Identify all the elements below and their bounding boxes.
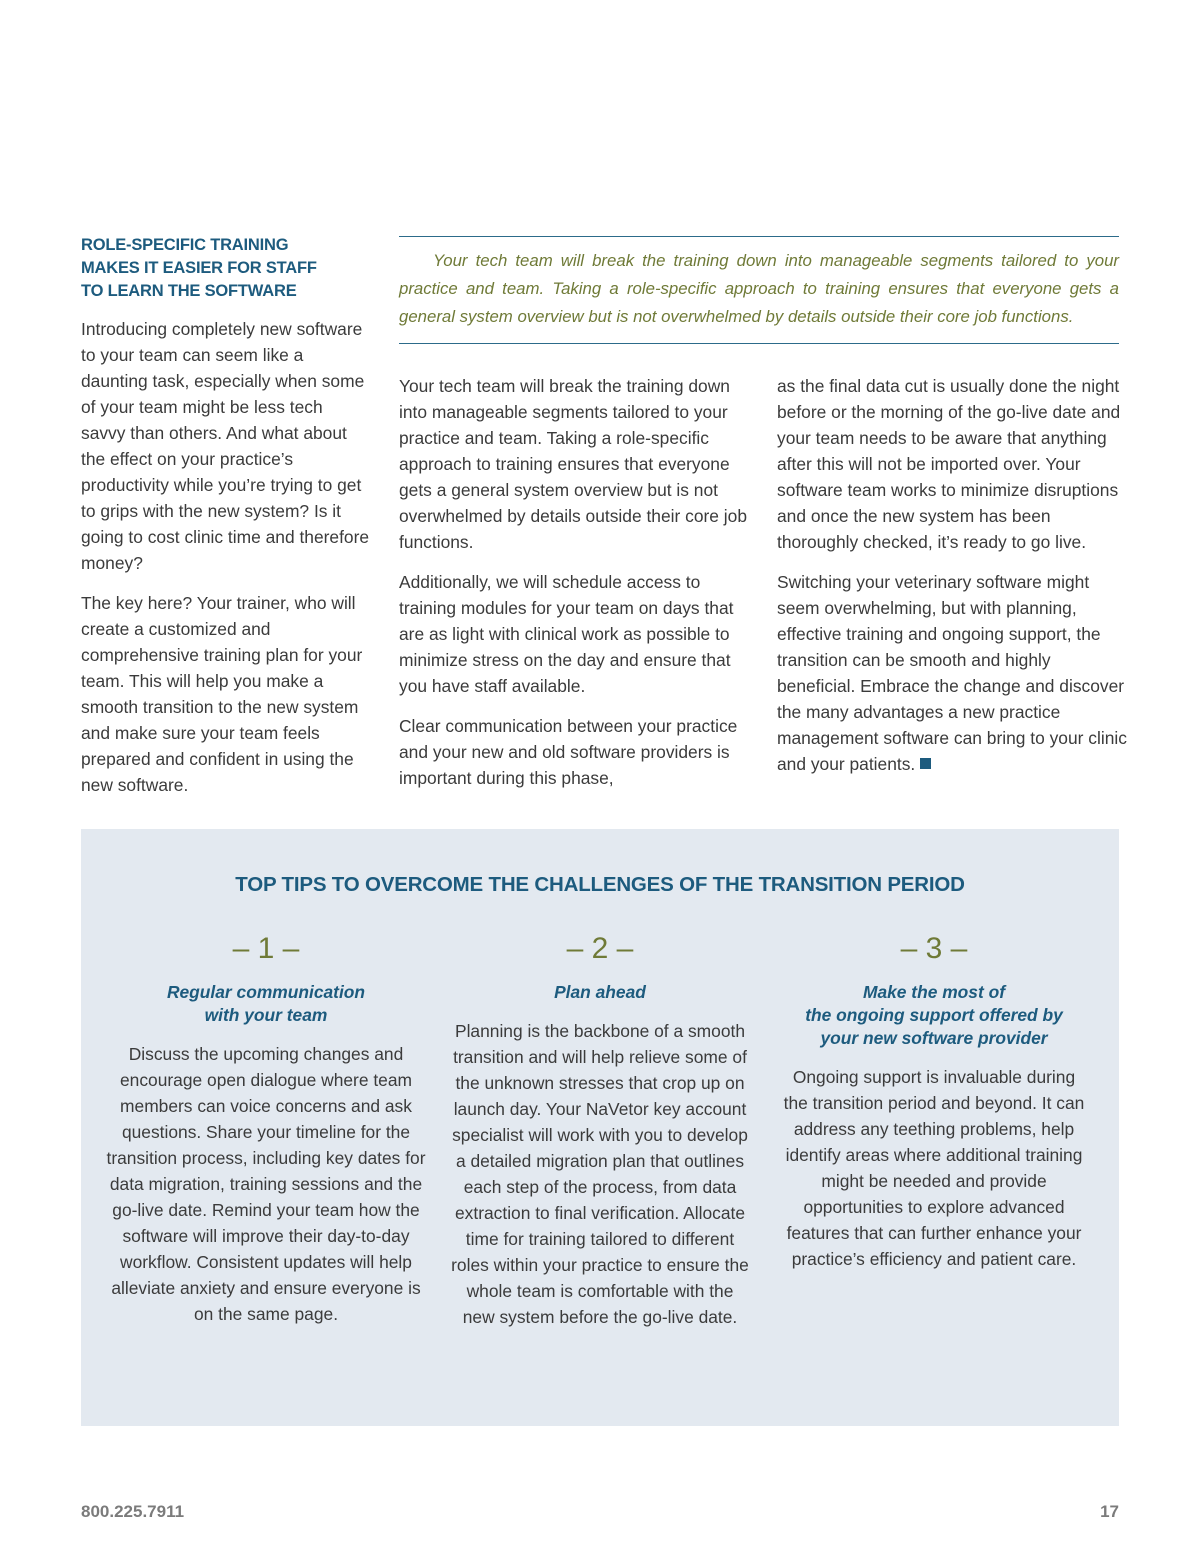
tip-heading (774, 981, 1094, 1050)
paragraph: The key here? Your trainer, who will create a customized and comprehensive training plan for your team. This will help you make a smooth transition to the new system and make sure your team feels prepared and confident in using the new software. (81, 593, 363, 795)
middle-column (399, 373, 749, 805)
section-heading (81, 234, 321, 303)
paragraph-text: Switching your veterinary software might seem overwhelming, but with planning, effective training and ongoing support, the transition can be smooth and highly beneficial. Embrace the change and discover the many advantages a new practice management software can bring to your clinic and your patients. (777, 572, 1127, 774)
tip-item (106, 929, 426, 1327)
pull-quote-text: Your tech team will break the training down into manageable segments tailored to your practice and team. Taking a role-specific approach to training ensures that everyone gets a general system overview but is not overwhelmed by details outside their core job functions. (399, 251, 1119, 326)
tip-number: – 1 – (232, 932, 300, 965)
paragraph: Additionally, we will schedule access to training modules for your team on days that are as light with clinical work as possible to minimize stress on the day and ensure that you have staff available. (399, 572, 734, 696)
tip-body: Planning is the backbone of a smooth transition and will help relieve some of the unknown stresses that crop up on launch day. Your NaVetor key account specialist will work with you to develop a detailed migration plan that outlines each step of the process, from data extraction to final verification. Allocate time for training tailored to different roles within your practice to ensure the whole team is comfortable with the new system before the go-live date. (451, 1021, 749, 1327)
tip-heading-line: with your team (204, 1005, 328, 1025)
end-mark-icon (920, 758, 931, 769)
paragraph: Introducing completely new software to your team can seem like a daunting task, especially when some of your team might be less tech savvy than others. And what about the effect on your practice’s productivity while you’re trying to get to grips with the new system? Is it going to cost clinic time and therefore money? (81, 319, 370, 573)
tip-heading-line: Plan ahead (554, 982, 646, 1002)
paragraph (777, 569, 1127, 777)
tip-heading-line: Regular communication (166, 982, 366, 1002)
paragraph: Your tech team will break the training down into manageable segments tailored to your practice and team. Taking a role-specific approach to training ensures that everyone gets a general system overview but is not overwhelmed by details outside their core job functions. (399, 376, 747, 552)
tip-heading-line: your new software provider (820, 1028, 1048, 1048)
right-column (777, 373, 1127, 791)
section-heading-line: ROLE-SPECIFIC TRAINING (81, 236, 289, 254)
tip-body: Discuss the upcoming changes and encourage open dialogue where team members can voice concerns and ask questions. Share your timeline for the transition process, including key dates for data migration, training sessions and the go-live date. Remind your team how the software will improve their day-to-day workflow. Consistent updates will help alleviate anxiety and ensure everyone is on the same page. (106, 1044, 426, 1324)
section-heading-line: MAKES IT EASIER FOR STAFF (81, 259, 317, 277)
tip-heading-line: Make the most of (862, 982, 1006, 1002)
tip-number: – 2 – (566, 932, 634, 965)
paragraph: as the final data cut is usually done the night before or the morning of the go-live date and your team needs to be aware that anything after this will not be imported over. Your software team works to minimize disruptions and once the new system has been thoroughly checked, it’s ready to go live. (777, 376, 1121, 552)
pull-quote (399, 236, 1119, 344)
tip-heading (440, 981, 760, 1004)
tip-heading (106, 981, 426, 1027)
tip-heading-line: the ongoing support offered by (805, 1005, 1063, 1025)
tip-body: Ongoing support is invaluable during the transition period and beyond. It can address any teething problems, help identify areas where additional training might be needed and provide opportunities to explore advanced features that can further enhance your practice’s efficiency and patient care. (783, 1067, 1085, 1269)
tip-number: – 3 – (900, 932, 968, 965)
page-number: 17 (1100, 1502, 1119, 1521)
left-column (81, 316, 371, 812)
tips-box (81, 829, 1119, 1426)
tip-item (774, 929, 1094, 1272)
tip-item (440, 929, 760, 1330)
footer-phone: 800.225.7911 (81, 1502, 185, 1521)
section-heading-line: TO LEARN THE SOFTWARE (81, 282, 297, 300)
paragraph: Clear communication between your practice and your new and old software providers is important during this phase, (399, 716, 738, 788)
tips-title: TOP TIPS TO OVERCOME THE CHALLENGES OF THE TRANSITION PERIOD (235, 873, 965, 896)
